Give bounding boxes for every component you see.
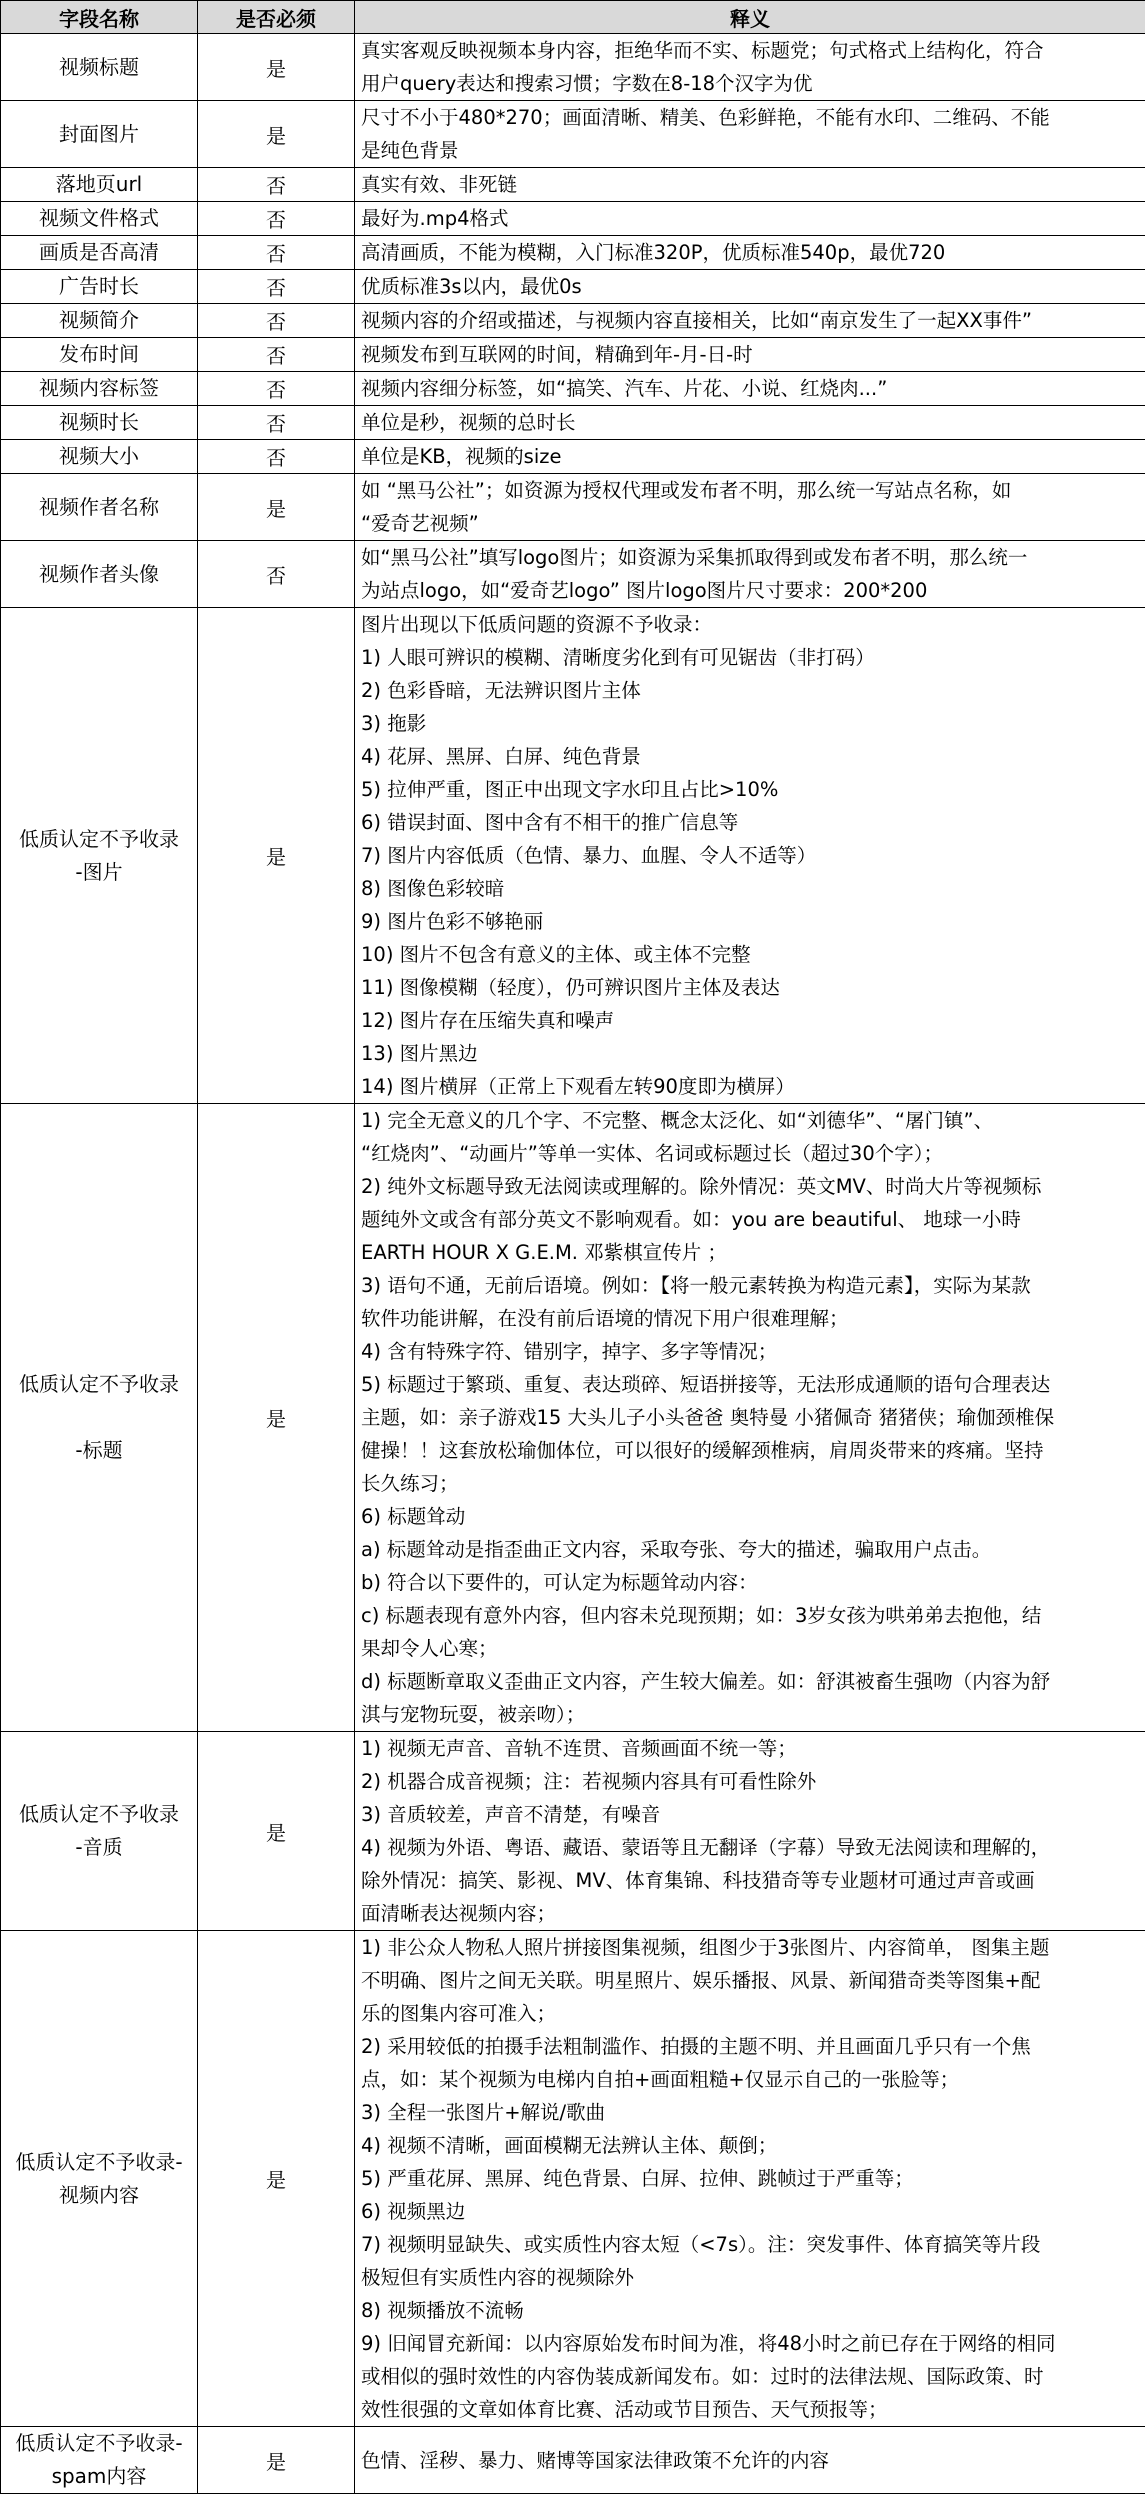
field-name-line: spam内容 [51,2464,147,2488]
table-row [1,101,1145,168]
field-name-line: 视频标题 [59,54,139,79]
field-name-line: 画质是否高清 [39,240,159,264]
table-row [1,236,1145,270]
description-line: 为站点logo，如“爱奇艺logo” 图片logo图片尺寸要求：200*200 [361,579,928,602]
description-line: 12) 图片存在压缩失真和噪声 [361,1009,615,1032]
required-cell: 是 [198,1931,355,2427]
description-cell [355,474,1145,541]
description-line: 1) 完全无意义的几个字、不完整、概念太泛化、如“刘德华”、“屠门镇”、 [361,1109,994,1132]
field-name-line: 视频时长 [59,410,139,434]
table-row [1,2427,1145,2494]
required-cell: 否 [198,304,355,338]
description-line: 9) 图片色彩不够艳丽 [361,910,544,933]
table-row [1,34,1145,101]
description-line: 7) 视频明显缺失、或实质性内容太短（<7s）。注：突发事件、体育搞笑等片段 [361,2233,1041,2256]
field-name-line: 视频文件格式 [39,206,159,230]
field-name-cell [1,202,198,236]
field-name-cell [1,1104,198,1732]
required-cell: 否 [198,202,355,236]
table-row [1,608,1145,1104]
required-cell: 否 [198,338,355,372]
header-field: 字段名称 [1,1,198,34]
required-cell: 是 [198,2427,355,2494]
field-name-cell [1,406,198,440]
header-required: 是否必须 [198,1,355,34]
field-name-line: 低质认定不予收录- [15,2149,183,2174]
table-row [1,202,1145,236]
description-line: 果却令人心寒； [361,1637,498,1660]
description-line: 视频内容细分标签，如“搞笑、汽车、片花、小说、红烧肉...” [361,377,888,400]
table-row [1,1732,1145,1931]
field-name-cell [1,34,198,101]
description-line: 极短但有实质性内容的视频除外 [361,2266,635,2289]
table-row [1,406,1145,440]
table-body [1,34,1145,2494]
field-name-cell [1,168,198,202]
field-name-line: 低质认定不予收录- [15,2431,183,2455]
description-cell [355,1931,1145,2427]
description-line: 点，如：某个视频为电梯内自拍+画面粗糙+仅显示自己的一张脸等； [361,2068,960,2091]
description-line: 1) 非公众人物私人照片拼接图集视频，组图少于3张图片、内容简单， 图集主题 [361,1936,1050,1959]
description-cell [355,236,1145,270]
description-cell [355,34,1145,101]
description-line: 4) 含有特殊字符、错别字，掉字、多字等情况； [361,1340,778,1363]
description-line: 2) 纯外文标题导致无法阅读或理解的。除外情况：英文MV、时尚大片等视频标 [361,1175,1042,1198]
table-row [1,440,1145,474]
description-line: 3) 全程一张图片+解说/歌曲 [361,2101,606,2124]
field-name-cell [1,1931,198,2427]
required-cell: 是 [198,1104,355,1732]
description-cell [355,406,1145,440]
description-line: 视频内容的介绍或描述，与视频内容直接相关，比如“南京发生了一起XX事件” [361,309,1032,332]
description-line: 4) 视频为外语、粤语、藏语、蒙语等且无翻译（字幕）导致无法阅读和理解的， [361,1836,1051,1859]
description-cell [355,270,1145,304]
description-line: 5) 严重花屏、黑屏、纯色背景、白屏、拉伸、跳帧过于严重等； [361,2167,914,2190]
description-line: 1) 视频无声音、音轨不连贯、音频画面不统一等； [361,1737,797,1760]
description-line: 或相似的强时效性的内容伪装成新闻发布。如：过时的法律法规、国际政策、时 [361,2365,1044,2388]
description-cell [355,338,1145,372]
description-line: 健操！！这套放松瑜伽体位，可以很好的缓解颈椎病，肩周炎带来的疼痛。坚持 [361,1439,1044,1462]
field-name-cell [1,372,198,406]
description-line: 2) 采用较低的拍摄手法粗制滥作、拍摄的主题不明、并且画面几乎只有一个焦 [361,2035,1031,2058]
field-name-line: 视频作者名称 [39,494,159,519]
required-cell: 否 [198,440,355,474]
required-cell: 是 [198,474,355,541]
field-name-line: 低质认定不予收录 [19,1372,179,1396]
field-name-cell [1,270,198,304]
description-line: 最好为.mp4格式 [361,207,509,230]
field-name-line: 封面图片 [59,121,139,146]
table-row [1,474,1145,541]
description-cell [355,608,1145,1104]
field-name-line: 视频作者头像 [39,561,159,586]
field-name-line: 视频内容标签 [39,376,159,400]
header-description: 释义 [355,1,1145,34]
description-cell [355,168,1145,202]
required-cell: 否 [198,270,355,304]
description-line: 图片出现以下低质问题的资源不予收录： [361,613,713,636]
required-cell: 是 [198,608,355,1104]
field-name-line: 低质认定不予收录 [19,826,179,851]
description-line: 6) 标题耸动 [361,1505,466,1528]
description-line: 软件功能讲解，在没有前后语境的情况下用户很难理解； [361,1307,849,1330]
description-line: 5) 标题过于繁琐、重复、表达琐碎、短语拼接等，无法形成通顺的语句合理表达 [361,1373,1051,1396]
field-name-cell [1,440,198,474]
description-cell [355,440,1145,474]
field-name-cell [1,338,198,372]
description-cell [355,372,1145,406]
description-cell [355,101,1145,168]
required-cell: 否 [198,372,355,406]
description-line: 题纯外文或含有部分英文不影响观看。如：you are beautiful、 地球一小時 [361,1208,1021,1231]
field-name-line: 视频简介 [59,308,139,332]
description-line: 14) 图片横屏（正常上下观看左转90度即为横屏） [361,1075,795,1098]
description-line: 效性很强的文章如体育比赛、活动或节目预告、天气预报等； [361,2398,888,2421]
field-name-cell [1,101,198,168]
description-line: 8) 图像色彩较暗 [361,877,505,900]
description-line: a) 标题耸动是指歪曲正文内容，采取夸张、夸大的描述，骗取用户点击。 [361,1538,992,1561]
description-line: 真实客观反映视频本身内容，拒绝华而不实、标题党；句式格式上结构化，符合 [361,39,1044,62]
table-row [1,1104,1145,1732]
field-name-cell [1,236,198,270]
description-line: 单位是秒，视频的总时长 [361,411,576,434]
description-line: 3) 音质较差，声音不清楚，有噪音 [361,1803,661,1826]
description-line: “爱奇艺视频” [361,512,479,535]
field-name-cell [1,474,198,541]
description-line: 3) 语句不通，无前后语境。例如：【将一般元素转换为构造元素】，实际为某款 [361,1274,1031,1297]
required-cell: 否 [198,406,355,440]
description-line: 2) 色彩昏暗，无法辨识图片主体 [361,679,641,702]
description-line: 用户query表达和搜索习惯；字数在8-18个汉字为优 [361,72,813,95]
description-line: 7) 图片内容低质（色情、暴力、血腥、令人不适等） [361,844,817,867]
required-cell: 是 [198,101,355,168]
required-cell: 是 [198,1732,355,1931]
description-line: 10) 图片不包含有意义的主体、或主体不完整 [361,943,751,966]
description-line: 如 “黑马公社”；如资源为授权代理或发布者不明，那么统一写站点名称，如 [361,479,1012,502]
field-name-line: 视频大小 [59,444,139,468]
field-name-cell [1,541,198,608]
required-cell: 否 [198,541,355,608]
required-cell: 是 [198,34,355,101]
field-name-line: -标题 [75,1438,123,1462]
description-line: 2) 机器合成音视频；注：若视频内容具有可看性除外 [361,1770,817,1793]
description-line: 长久练习； [361,1472,459,1495]
table-row [1,270,1145,304]
description-line: 3) 拖影 [361,712,427,735]
field-name-line: -图片 [75,859,123,884]
field-name-line: 落地页url [55,172,143,196]
description-cell [355,2427,1145,2494]
field-name-cell [1,608,198,1104]
description-line: 面清晰表达视频内容； [361,1902,557,1925]
description-line: 是纯色背景 [361,139,459,162]
table-row [1,372,1145,406]
description-line: 视频发布到互联网的时间，精确到年-月-日-时 [361,343,753,366]
description-line: b) 符合以下要件的，可认定为标题耸动内容： [361,1571,758,1594]
field-name-line: 低质认定不予收录 [19,1802,179,1826]
description-line: EARTH HOUR X G.E.M. 邓紫棋宣传片 ； [361,1241,727,1264]
description-line: 主题，如：亲子游戏15 大头儿子小头爸爸 奥特曼 小猪佩奇 猪猪侠；瑜伽颈椎保 [361,1406,1055,1429]
description-line: 5) 拉伸严重，图正中出现文字水印且占比>10% [361,778,779,801]
description-line: 4) 花屏、黑屏、白屏、纯色背景 [361,745,641,768]
description-cell [355,541,1145,608]
description-line: 乐的图集内容可准入； [361,2002,557,2025]
field-name-cell [1,304,198,338]
description-line: 6) 视频黑边 [361,2200,466,2223]
description-line: 真实有效、非死链 [361,173,518,196]
description-line: 8) 视频播放不流畅 [361,2299,524,2322]
required-cell: 否 [198,236,355,270]
field-name-line: -音质 [75,1835,123,1859]
description-line: 除外情况：搞笑、影视、MV、体育集锦、科技猎奇等专业题材可通过声音或画 [361,1869,1035,1892]
description-cell [355,304,1145,338]
required-cell: 否 [198,168,355,202]
description-line: 11) 图像模糊（轻度），仍可辨识图片主体及表达 [361,976,780,999]
description-line: 优质标准3s以内，最优0s [361,275,582,298]
field-name-cell [1,2427,198,2494]
description-line: d) 标题断章取义歪曲正文内容，产生较大偏差。如：舒淇被畜生强吻（内容为舒 [361,1670,1051,1693]
description-line: 1) 人眼可辨识的模糊、清晰度劣化到有可见锯齿（非打码） [361,646,875,669]
field-name-line [1,1401,197,1434]
field-name-line: 视频内容 [59,2182,139,2207]
description-line: 单位是KB，视频的size [361,445,562,468]
field-name-line: 发布时间 [59,342,139,366]
description-line: c) 标题表现有意外内容，但内容未兑现预期；如：3岁女孩为哄弟弟去抱他，结 [361,1604,1042,1627]
description-cell [355,1104,1145,1732]
table-row [1,168,1145,202]
table-row [1,541,1145,608]
description-line: 色情、淫秽、暴力、赌博等国家法律政策不允许的内容 [361,2448,830,2472]
description-line: 高清画质，不能为模糊，入门标准320P，优质标准540p，最优720 [361,241,946,264]
description-cell [355,1732,1145,1931]
description-line: 13) 图片黑边 [361,1042,478,1065]
field-name-cell [1,1732,198,1931]
table-row [1,338,1145,372]
description-cell [355,202,1145,236]
header-row [1,1,1145,34]
description-line: 9) 旧闻冒充新闻：以内容原始发布时间为准，将48小时之前已存在于网络的相同 [361,2332,1056,2355]
table-row [1,304,1145,338]
description-line: “红烧肉”、“动画片”等单一实体、名词或标题过长（超过30个字）； [361,1142,943,1165]
description-line: 6) 错误封面、图中含有不相干的推广信息等 [361,811,739,834]
field-name-line: 广告时长 [59,274,139,298]
description-line: 不明确、图片之间无关联。明星照片、娱乐播报、风景、新闻猎奇类等图集+配 [361,1969,1041,1992]
description-line: 4) 视频不清晰，画面模糊无法辨认主体、颠倒； [361,2134,778,2157]
description-line: 尺寸不小于480*270；画面清晰、精美、色彩鲜艳，不能有水印、二维码、不能 [361,106,1050,129]
description-line: 如“黑马公社”填写logo图片；如资源为采集抓取得到或发布者不明，那么统一 [361,546,1028,569]
description-line: 淇与宠物玩耍，被亲吻）； [361,1703,586,1726]
table-row [1,1931,1145,2427]
